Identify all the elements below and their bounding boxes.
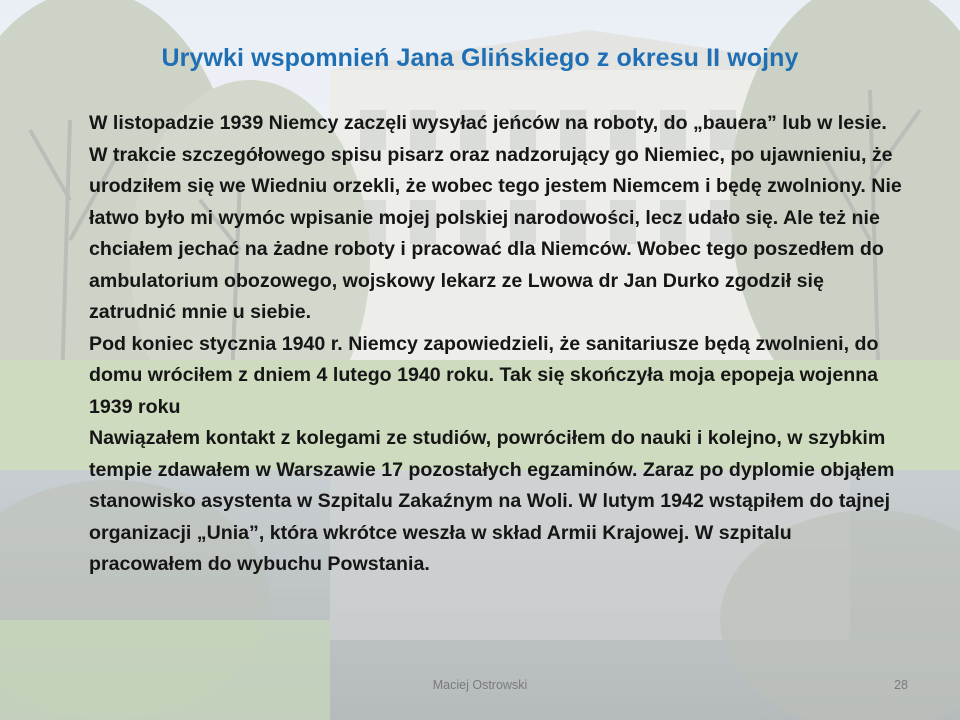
- body-paragraph-3: Nawiązałem kontakt z kolegami ze studiów, powróciłem do nauki i kolejno, w szybkim tempie zdawałem w Warszawie 17 pozostałych egzaminów. Zaraz po dyplomie objąłem stanowisko asystenta w Szpitalu Zakaźnym na Woli. W lutym 1942 wstąpiłem do tajnej organizacji „Unia”, która wkrótce weszła w skład Armii Krajowej. W szpitalu pracowałem do wybuchu Powstania.: [89, 427, 895, 575]
- body-paragraph-1: W listopadzie 1939 Niemcy zaczęli wysyłać jeńców na roboty, do „bauera” lub w lesie. W trakcie szczegółowego spisu pisarz oraz nadzorujący go Niemiec, po ujawnieniu, że urodziłem się we Wiedniu orzekli, że wobec tego jestem Niemcem i będę zwolniony. Nie łatwo było mi wymóc wpisanie mojej polskiej narodowości, lecz udało się. Ale też nie chciałem jechać na żadne roboty i pracować dla Niemców. Wobec tego poszedłem do ambulatorium obozowego, wojskowy lekarz ze Lwowa dr Jan Durko zgodził się zatrudnić mnie u siebie.: [89, 112, 902, 323]
- slide-body: [89, 108, 907, 581]
- body-paragraph-2: Pod koniec stycznia 1940 r. Niemcy zapowiedzieli, że sanitariusze będą zwolnieni, do domu wróciłem z dniem 4 lutego 1940 roku. Tak się skończyła moja epopeja wojenna 1939 roku: [89, 332, 879, 418]
- slide-title: Urywki wspomnień Jana Glińskiego z okresu II wojny: [161, 44, 799, 72]
- page-number: 28: [894, 678, 908, 692]
- footer-author: Maciej Ostrowski: [432, 678, 528, 692]
